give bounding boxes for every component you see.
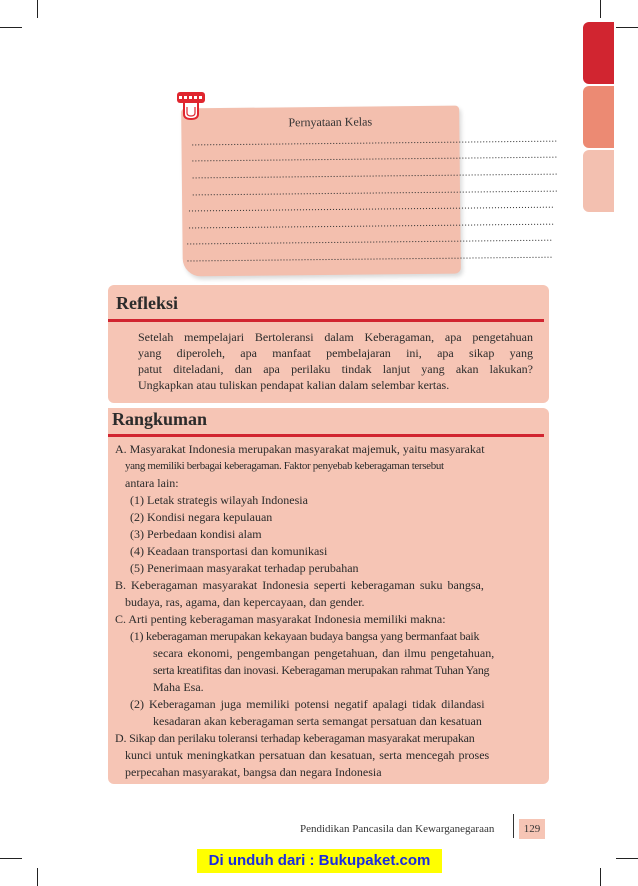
note-dotted-line: .......................................................................................................................... xyxy=(188,199,555,215)
summary-line: B. Keberagaman masyarakat Indonesia seperti keberagaman suku bangsa, xyxy=(115,578,484,592)
summary-line: (2) Kondisi negara kepulauan xyxy=(130,510,273,524)
summary-line: (1) Letak strategis wilayah Indonesia xyxy=(130,493,308,507)
footer-divider xyxy=(513,814,514,838)
summary-line: D. Sikap dan perilaku toleransi terhadap keberagaman masyarakat merupakan xyxy=(115,731,475,745)
crop-mark xyxy=(0,27,22,28)
side-tab-light xyxy=(583,150,614,212)
note-dotted-line: .......................................................................................................................... xyxy=(191,133,558,149)
note-dotted-line: .......................................................................................................................... xyxy=(191,183,559,199)
crop-mark xyxy=(616,27,638,28)
reflection-line: Setelah mempelajari Bertoleransi dalam Keberagaman, apa pengetahuan xyxy=(138,330,533,344)
summary-line: yang memiliki berbagai keberagaman. Faktor penyebab keberagaman tersebut xyxy=(125,460,444,472)
summary-title: Rangkuman xyxy=(112,409,208,429)
summary-line: budaya, ras, agama, dan kepercayaan, dan gender. xyxy=(125,595,365,609)
crop-mark xyxy=(0,858,22,859)
note-title: Pernyataan Kelas xyxy=(288,114,373,130)
summary-line: (4) Keadaan transportasi dan komunikasi xyxy=(130,544,328,558)
crop-mark xyxy=(600,0,601,18)
download-watermark: Di unduh dari : Bukupaket.com xyxy=(197,849,442,873)
reflection-title: Refleksi xyxy=(116,293,178,313)
summary-line: kunci untuk meningkatkan persatuan dan kesatuan, serta mencegah proses xyxy=(125,748,490,762)
summary-line: serta kreatifitas dan inovasi. Keberagaman merupakan rahmat Tuhan Yang xyxy=(153,663,490,677)
summary-line: A. Masyarakat Indonesia merupakan masyarakat majemuk, yaitu masyarakat xyxy=(115,442,485,456)
summary-line: (1) keberagaman merupakan kekayaan budaya bangsa yang bermanfaat baik xyxy=(130,629,480,643)
crop-mark xyxy=(37,0,38,18)
note-dotted-line: .......................................................................................................................... xyxy=(191,149,558,165)
summary-line: (3) Perbedaan kondisi alam xyxy=(130,527,262,541)
note-dotted-line: .......................................................................................................................... xyxy=(191,166,558,182)
reflection-title-underline xyxy=(108,319,544,322)
summary-line: (5) Penerimaan masyarakat terhadap perubahan xyxy=(130,561,359,575)
class-statement-note xyxy=(181,106,559,277)
summary-line: antara lain: xyxy=(125,476,179,490)
side-tab-orange xyxy=(583,86,614,148)
page-number: 129 xyxy=(519,819,545,839)
summary-line: Maha Esa. xyxy=(153,680,204,694)
note-dotted-line: .......................................................................................................................... xyxy=(186,249,553,265)
pin-icon xyxy=(172,88,210,126)
summary-box xyxy=(108,408,549,784)
reflection-line: yang diperoleh, apa manfaat pembelajaran ini, apa sikap yang xyxy=(138,346,533,360)
crop-mark xyxy=(616,858,638,859)
summary-title-underline xyxy=(108,434,544,437)
summary-line: kesadaran akan keberagaman serta semangat persatuan dan kesatuan xyxy=(153,714,482,728)
reflection-line: Ungkapkan atau tuliskan pendapat kalian dalam selembar kertas. xyxy=(138,378,450,392)
side-tab-red xyxy=(583,22,614,84)
reflection-line: patut diteladani, dan apa perilaku tindak lanjut yang akan lakukan? xyxy=(138,362,533,376)
note-dotted-line: .......................................................................................................................... xyxy=(188,216,555,232)
summary-line: secara ekonomi, pengembangan pengetahuan, dan ilmu pengetahuan, xyxy=(153,646,495,660)
summary-line: (2) Keberagaman juga memiliki potensi negatif apalagi tidak dilandasi xyxy=(130,697,485,711)
crop-mark xyxy=(37,868,38,886)
summary-line: perpecahan masyarakat, bangsa dan negara Indonesia xyxy=(125,765,382,779)
reflection-box xyxy=(108,285,549,403)
footer-book-title: Pendidikan Pancasila dan Kewarganegaraan xyxy=(300,823,495,835)
crop-mark xyxy=(600,868,601,886)
note-dotted-line: .......................................................................................................................... xyxy=(186,232,553,248)
summary-line: C. Arti penting keberagaman masyarakat Indonesia memiliki makna: xyxy=(115,612,446,626)
